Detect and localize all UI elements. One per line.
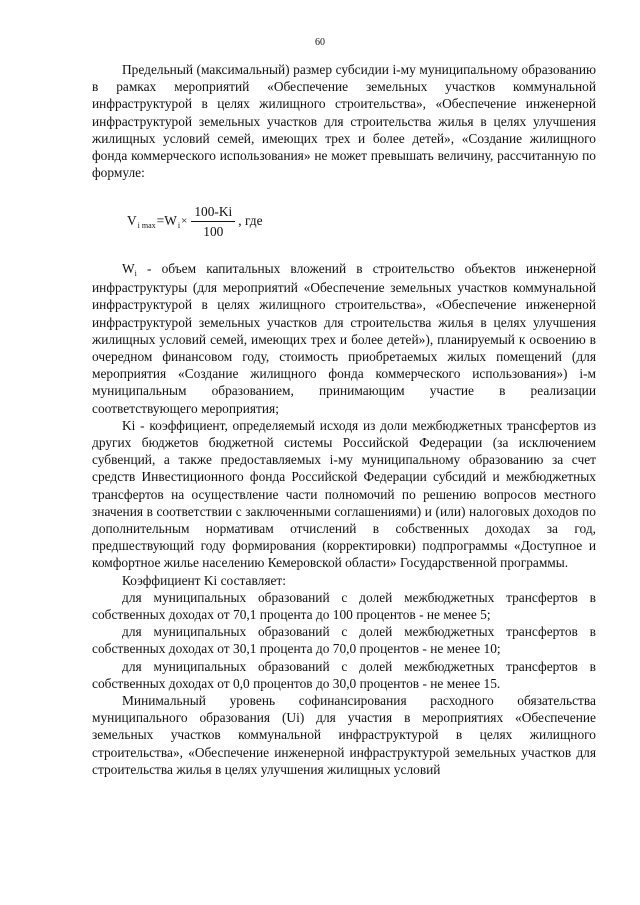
wi-definition — [92, 260, 596, 417]
formula-times: × — [181, 215, 188, 227]
wi-definition-text: - объем капитальных вложений в строительство объектов инженерной инфраструктуры (для мероприятий «Обеспечение земельных участков коммунальной инфраструктурой в целях жилищного строительства», «Обеспечение инженерной инфраструктурой земельных участков для строительства жилья в целях улучшения жилищных условий семей, имеющих трех и более детей»), планируемый к освоению в очередном финансовом году, стоимость приобретаемых жилых помещений (для мероприятия «Создание жилищного фонда коммерческого использования») i-м муниципальным образованием, принимающим участие в реализации соответствующего мероприятия; — [92, 261, 596, 416]
formula-w: W — [164, 213, 177, 228]
formula-suffix: , где — [238, 213, 263, 228]
coefficient-item: для муниципальных образований с долей межбюджетных трансфертов в собственных доходах от 30,1 процента до 70,0 процентов - не менее 10; — [92, 624, 596, 657]
intro-paragraph: Предельный (максимальный) размер субсидии i-му муниципальному образованию в рамках мероприятий «Обеспечение земельных участков коммунальной инфраструктурой в целях жилищного строительства», «Обеспечение инженерной инфраструктурой земельных участков для строительства жилья в целях улучшения жилищных условий семей, имеющих трех и более детей», «Создание жилищного фонда коммерческого использования» не может превышать величину, рассчитанную по формуле: — [92, 62, 596, 181]
formula-lhs: V — [127, 213, 137, 228]
coefficient-item: для муниципальных образований с долей межбюджетных трансфертов в собственных доходах от 70,1 процента до 100 процентов - не менее 5; — [92, 589, 596, 623]
definitions-section — [92, 260, 596, 778]
formula-w-subscript: i — [177, 220, 181, 230]
formula-denominator: 100 — [203, 223, 224, 239]
coefficient-item: для муниципальных образований с долей межбюджетных трансфертов в собственных доходах от 0,0 процентов до 30,0 процентов - не менее 15. — [92, 658, 596, 691]
formula-fraction — [191, 203, 235, 240]
ki-definition: Ki - коэффициент, определяемый исходя из доли межбюджетных трансфертов из других бюджетов бюджетной системы Российской Федерации (за исключением субвенций, а также предоставляемых i-му муниципальному образованию за счет средств Инвестиционного фонда Российской Федерации субсидий и межбюджетных трансфертов на осуществление части полномочий по решению вопросов местного значения в соответствии с заключенными соглашениями) и (или) налоговых доходов по дополнительным нормативам отчислений в собственных доходах за год, предшествующий году формирования (корректировки) подпрограммы «Доступное и комфортное жилье населению Кемеровской области» Государственной программы. — [92, 417, 596, 571]
formula-lhs-subscript: i max — [137, 220, 156, 230]
formula-equals: = — [156, 213, 165, 228]
cofinancing-paragraph: Минимальный уровень софинансирования расходного обязательства муниципального образования (Ui) для участия в мероприятиях «Обеспечение земельных участков коммунальной инфраструктурой в целях жилищного строительства», «Обеспечение инженерной инфраструктурой земельных участков для строительства жилья в целях улучшения жилищных условий — [92, 693, 596, 777]
subsidy-formula — [127, 199, 263, 243]
wi-symbol: W — [122, 261, 135, 276]
intro-section — [92, 61, 596, 181]
page-number: 60 — [315, 37, 325, 48]
wi-subscript: i — [134, 269, 137, 278]
coefficient-intro: Коэффициент Ki составляет: — [122, 572, 286, 588]
formula-numerator: 100-Ki — [191, 203, 235, 222]
